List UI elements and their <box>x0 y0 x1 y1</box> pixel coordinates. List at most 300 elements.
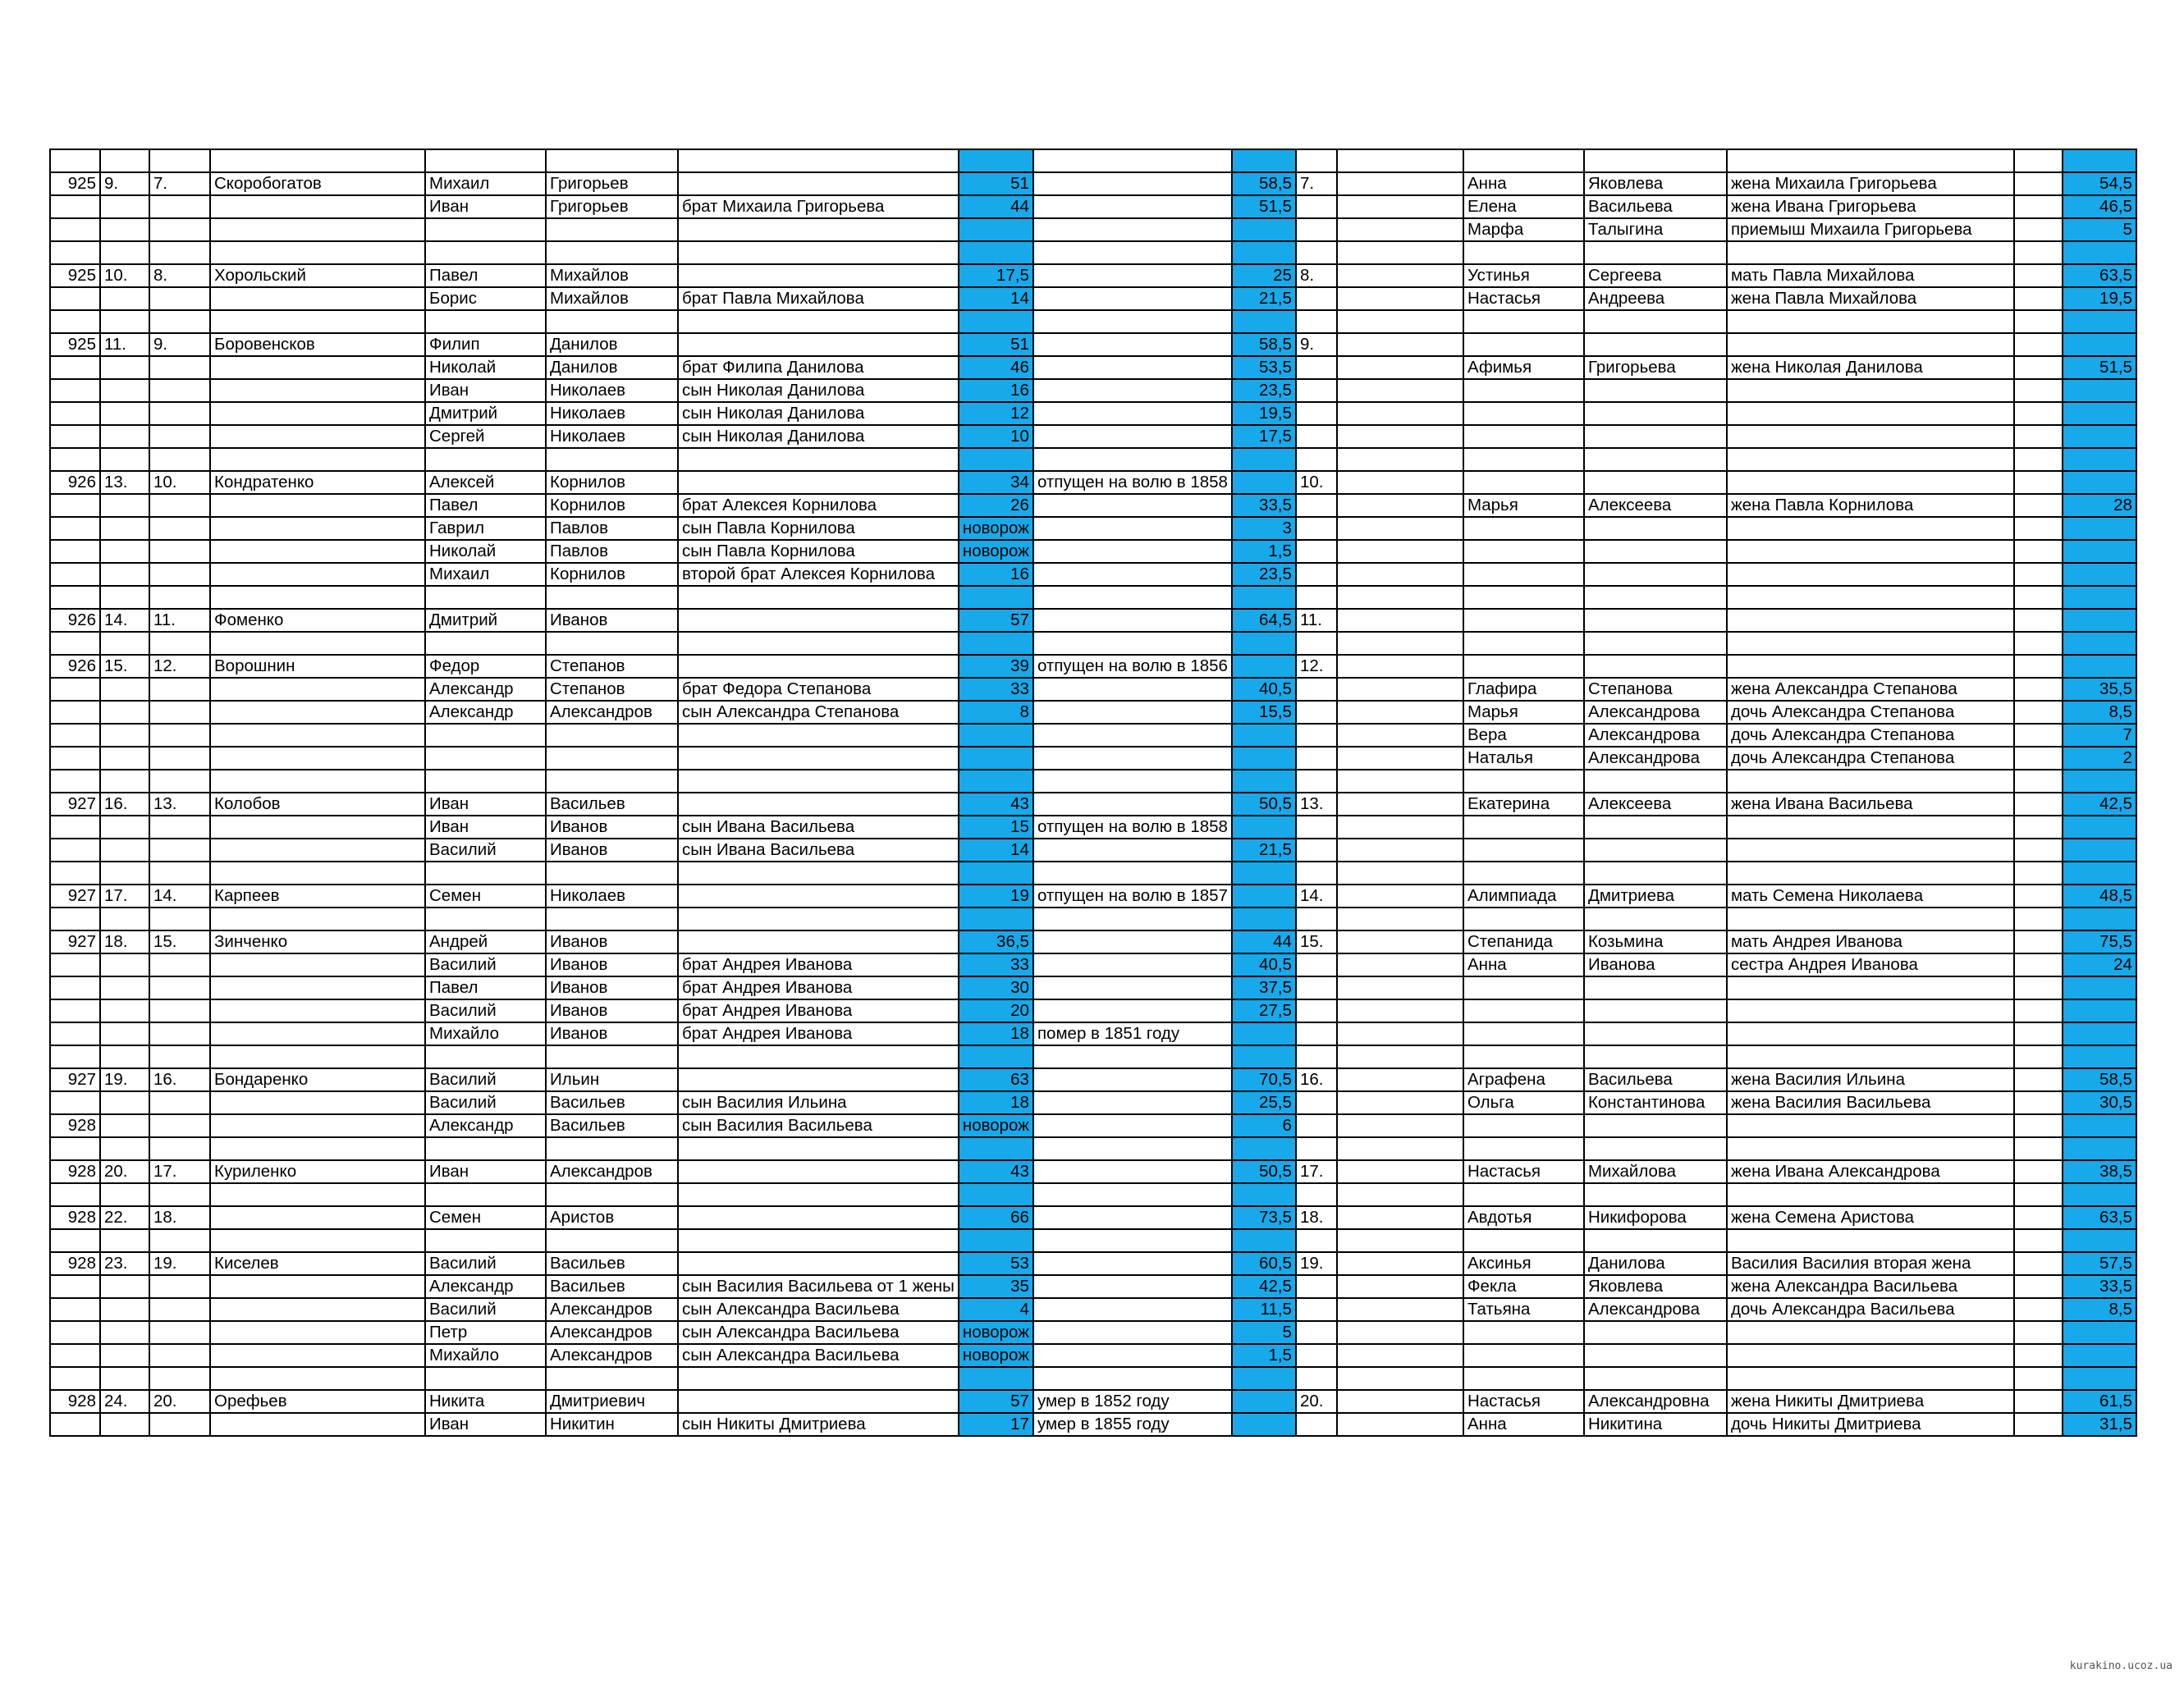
cell-revision-page <box>50 1413 100 1436</box>
cell-age-1858: 50,5 <box>1232 1160 1296 1183</box>
cell-surname <box>210 586 425 609</box>
cell-female-no <box>1296 678 1337 701</box>
cell-age-1850: 34 <box>959 471 1033 494</box>
table-row <box>50 172 2136 195</box>
cell-female-patronymic: Александрова <box>1584 724 1727 747</box>
cell-female-age: 75,5 <box>2063 930 2136 953</box>
cell-female-relation: дочь Александра Степанова <box>1727 747 2014 770</box>
table-row <box>50 402 2136 425</box>
table-row <box>50 839 2136 862</box>
cell-note <box>1033 953 1232 976</box>
cell-female-first-name <box>1463 816 1584 839</box>
cell-female-no <box>1296 632 1337 655</box>
cell-female-no: 17. <box>1296 1160 1337 1183</box>
table-row <box>50 1321 2136 1344</box>
cell-female-age <box>2063 1137 2136 1160</box>
cell-female-no <box>1296 1367 1337 1390</box>
cell-age-1850: 8 <box>959 701 1033 724</box>
spacer-row <box>50 862 2136 885</box>
cell-female-relation <box>1727 379 2014 402</box>
cell-wife-no: 7. <box>149 172 210 195</box>
table-row <box>50 793 2136 816</box>
cell-female-no <box>1296 1413 1337 1436</box>
cell-revision-page: 925 <box>50 333 100 356</box>
cell-female-first-name: Марфа <box>1463 218 1584 241</box>
cell-female-no <box>1296 517 1337 540</box>
cell-wife-no <box>149 494 210 517</box>
cell-relation: сын Николая Данилова <box>678 402 959 425</box>
cell-female-patronymic <box>1584 1045 1727 1068</box>
cell-surname <box>210 540 425 563</box>
cell-first-name: Василий <box>425 999 546 1022</box>
cell-female-no <box>1296 356 1337 379</box>
cell-female-first-name <box>1463 149 1584 172</box>
cell-household-no <box>100 287 149 310</box>
cell-female-first-name <box>1463 999 1584 1022</box>
cell-female-no <box>1296 1321 1337 1344</box>
cell-age-1858 <box>1232 310 1296 333</box>
cell-spacer2 <box>2014 1137 2063 1160</box>
cell-female-patronymic: Алексеева <box>1584 494 1727 517</box>
cell-age-1850: 33 <box>959 953 1033 976</box>
cell-note <box>1033 770 1232 793</box>
cell-household-no <box>100 310 149 333</box>
cell-female-relation: жена Ивана Григорьева <box>1727 195 2014 218</box>
cell-age-1858 <box>1232 632 1296 655</box>
cell-relation: брат Андрея Иванова <box>678 1022 959 1045</box>
cell-household-no <box>100 425 149 448</box>
cell-age-1850: новорож <box>959 517 1033 540</box>
cell-spacer2 <box>2014 1321 2063 1344</box>
cell-spacer <box>1337 1275 1463 1298</box>
cell-relation <box>678 793 959 816</box>
cell-female-age <box>2063 149 2136 172</box>
cell-spacer <box>1337 839 1463 862</box>
cell-revision-page <box>50 1367 100 1390</box>
cell-household-no <box>100 1229 149 1252</box>
cell-female-age: 8,5 <box>2063 1298 2136 1321</box>
cell-spacer2 <box>2014 655 2063 678</box>
cell-spacer <box>1337 908 1463 930</box>
cell-spacer <box>1337 563 1463 586</box>
cell-revision-page <box>50 701 100 724</box>
cell-female-first-name: Вера <box>1463 724 1584 747</box>
cell-revision-page: 926 <box>50 471 100 494</box>
cell-spacer <box>1337 1344 1463 1367</box>
cell-first-name: Андрей <box>425 930 546 953</box>
cell-age-1858: 25,5 <box>1232 1091 1296 1114</box>
table-row <box>50 655 2136 678</box>
cell-relation: сын Ивана Васильева <box>678 839 959 862</box>
cell-age-1858 <box>1232 1413 1296 1436</box>
cell-age-1850: 18 <box>959 1091 1033 1114</box>
cell-female-patronymic: Данилова <box>1584 1252 1727 1275</box>
cell-revision-page <box>50 1091 100 1114</box>
cell-note: отпущен на волю в 1856 <box>1033 655 1232 678</box>
cell-female-patronymic <box>1584 908 1727 930</box>
cell-spacer <box>1337 930 1463 953</box>
cell-female-relation: жена Павла Корнилова <box>1727 494 2014 517</box>
cell-age-1850: 39 <box>959 655 1033 678</box>
cell-wife-no <box>149 839 210 862</box>
cell-note: отпущен на волю в 1858 <box>1033 816 1232 839</box>
cell-female-first-name: Афимья <box>1463 356 1584 379</box>
table-row <box>50 333 2136 356</box>
cell-revision-page <box>50 540 100 563</box>
cell-female-no <box>1296 379 1337 402</box>
cell-wife-no <box>149 425 210 448</box>
cell-age-1850 <box>959 241 1033 264</box>
cell-revision-page: 928 <box>50 1206 100 1229</box>
cell-female-age: 38,5 <box>2063 1160 2136 1183</box>
cell-patronymic: Иванов <box>546 816 678 839</box>
cell-patronymic: Иванов <box>546 839 678 862</box>
cell-age-1850 <box>959 218 1033 241</box>
cell-spacer <box>1337 999 1463 1022</box>
cell-first-name <box>425 908 546 930</box>
cell-patronymic: Павлов <box>546 517 678 540</box>
cell-spacer2 <box>2014 999 2063 1022</box>
cell-age-1858 <box>1232 1367 1296 1390</box>
cell-household-no <box>100 218 149 241</box>
cell-female-age: 51,5 <box>2063 356 2136 379</box>
cell-household-no <box>100 1344 149 1367</box>
cell-female-age <box>2063 586 2136 609</box>
cell-female-age: 19,5 <box>2063 287 2136 310</box>
table-row <box>50 195 2136 218</box>
cell-household-no <box>100 1275 149 1298</box>
cell-relation <box>678 218 959 241</box>
cell-spacer2 <box>2014 724 2063 747</box>
cell-female-relation <box>1727 471 2014 494</box>
cell-female-age: 24 <box>2063 953 2136 976</box>
cell-spacer2 <box>2014 586 2063 609</box>
cell-female-relation <box>1727 540 2014 563</box>
cell-female-age <box>2063 609 2136 632</box>
cell-female-relation <box>1727 1137 2014 1160</box>
cell-spacer <box>1337 1206 1463 1229</box>
cell-female-relation: дочь Александра Степанова <box>1727 724 2014 747</box>
spacer-row <box>50 586 2136 609</box>
cell-relation: брат Алексея Корнилова <box>678 494 959 517</box>
cell-female-first-name: Татьяна <box>1463 1298 1584 1321</box>
cell-age-1850: 53 <box>959 1252 1033 1275</box>
cell-female-relation: жена Николая Данилова <box>1727 356 2014 379</box>
cell-spacer <box>1337 517 1463 540</box>
cell-relation: брат Федора Степанова <box>678 678 959 701</box>
cell-relation <box>678 448 959 471</box>
cell-age-1858: 23,5 <box>1232 379 1296 402</box>
cell-female-age: 7 <box>2063 724 2136 747</box>
cell-relation: сын Александра Васильева <box>678 1344 959 1367</box>
cell-first-name <box>425 310 546 333</box>
cell-note <box>1033 1137 1232 1160</box>
cell-female-first-name <box>1463 1367 1584 1390</box>
cell-household-no <box>100 195 149 218</box>
cell-patronymic: Михайлов <box>546 287 678 310</box>
cell-female-first-name <box>1463 1321 1584 1344</box>
cell-relation <box>678 172 959 195</box>
spacer-row <box>50 448 2136 471</box>
cell-relation: сын Александра Васильева <box>678 1321 959 1344</box>
cell-note: помер в 1851 году <box>1033 1022 1232 1045</box>
cell-patronymic: Ильин <box>546 1068 678 1091</box>
cell-patronymic: Васильев <box>546 1091 678 1114</box>
cell-patronymic <box>546 310 678 333</box>
cell-relation <box>678 1045 959 1068</box>
cell-female-age: 28 <box>2063 494 2136 517</box>
cell-female-age: 63,5 <box>2063 264 2136 287</box>
cell-spacer <box>1337 586 1463 609</box>
cell-female-first-name: Авдотья <box>1463 1206 1584 1229</box>
table-row <box>50 287 2136 310</box>
cell-spacer2 <box>2014 333 2063 356</box>
cell-female-relation <box>1727 563 2014 586</box>
cell-age-1858: 40,5 <box>1232 953 1296 976</box>
cell-female-relation: жена Василия Ильина <box>1727 1068 2014 1091</box>
cell-household-no: 18. <box>100 930 149 953</box>
cell-wife-no: 16. <box>149 1068 210 1091</box>
cell-female-relation: дочь Александра Степанова <box>1727 701 2014 724</box>
cell-female-age: 35,5 <box>2063 678 2136 701</box>
cell-age-1850: 51 <box>959 172 1033 195</box>
cell-female-no <box>1296 287 1337 310</box>
cell-note <box>1033 218 1232 241</box>
cell-female-patronymic <box>1584 632 1727 655</box>
cell-female-age <box>2063 1183 2136 1206</box>
cell-female-age <box>2063 1114 2136 1137</box>
cell-female-no <box>1296 724 1337 747</box>
cell-female-no <box>1296 862 1337 885</box>
cell-female-patronymic <box>1584 816 1727 839</box>
cell-wife-no <box>149 287 210 310</box>
cell-female-age <box>2063 563 2136 586</box>
cell-patronymic <box>546 149 678 172</box>
cell-household-no <box>100 999 149 1022</box>
cell-note <box>1033 1275 1232 1298</box>
cell-surname: Орефьев <box>210 1390 425 1413</box>
cell-female-patronymic: Никитина <box>1584 1413 1727 1436</box>
cell-age-1858: 27,5 <box>1232 999 1296 1022</box>
cell-revision-page: 928 <box>50 1114 100 1137</box>
cell-surname <box>210 678 425 701</box>
cell-female-no <box>1296 494 1337 517</box>
cell-note <box>1033 333 1232 356</box>
cell-female-relation <box>1727 1183 2014 1206</box>
cell-note <box>1033 356 1232 379</box>
cell-patronymic <box>546 1183 678 1206</box>
cell-surname <box>210 747 425 770</box>
cell-age-1858: 58,5 <box>1232 333 1296 356</box>
cell-female-age <box>2063 448 2136 471</box>
cell-surname <box>210 724 425 747</box>
table-row <box>50 1022 2136 1045</box>
cell-note <box>1033 747 1232 770</box>
cell-surname <box>210 839 425 862</box>
cell-spacer <box>1337 264 1463 287</box>
cell-spacer2 <box>2014 241 2063 264</box>
cell-wife-no <box>149 517 210 540</box>
cell-spacer2 <box>2014 448 2063 471</box>
cell-female-relation: жена Михаила Григорьева <box>1727 172 2014 195</box>
cell-female-patronymic: Григорьева <box>1584 356 1727 379</box>
cell-female-relation <box>1727 586 2014 609</box>
cell-surname <box>210 999 425 1022</box>
cell-spacer <box>1337 885 1463 908</box>
cell-first-name <box>425 724 546 747</box>
cell-female-age: 5 <box>2063 218 2136 241</box>
cell-spacer <box>1337 1068 1463 1091</box>
cell-relation: брат Филипа Данилова <box>678 356 959 379</box>
cell-spacer <box>1337 976 1463 999</box>
cell-female-relation <box>1727 149 2014 172</box>
cell-wife-no <box>149 1183 210 1206</box>
cell-age-1858: 70,5 <box>1232 1068 1296 1091</box>
cell-household-no <box>100 402 149 425</box>
cell-relation: второй брат Алексея Корнилова <box>678 563 959 586</box>
cell-revision-page <box>50 517 100 540</box>
cell-age-1858: 25 <box>1232 264 1296 287</box>
cell-relation: сын Ивана Васильева <box>678 816 959 839</box>
cell-revision-page: 928 <box>50 1252 100 1275</box>
cell-patronymic: Иванов <box>546 976 678 999</box>
cell-patronymic <box>546 1045 678 1068</box>
cell-female-patronymic <box>1584 402 1727 425</box>
cell-revision-page <box>50 908 100 930</box>
cell-household-no <box>100 862 149 885</box>
cell-wife-no: 13. <box>149 793 210 816</box>
table-row <box>50 1252 2136 1275</box>
cell-wife-no <box>149 563 210 586</box>
cell-female-no <box>1296 563 1337 586</box>
cell-surname <box>210 1367 425 1390</box>
cell-note <box>1033 287 1232 310</box>
cell-age-1858: 1,5 <box>1232 540 1296 563</box>
cell-household-no <box>100 632 149 655</box>
cell-female-no <box>1296 1114 1337 1137</box>
cell-female-patronymic: Андреева <box>1584 287 1727 310</box>
cell-spacer <box>1337 218 1463 241</box>
cell-female-relation <box>1727 609 2014 632</box>
cell-wife-no <box>149 770 210 793</box>
cell-female-patronymic <box>1584 149 1727 172</box>
cell-female-patronymic <box>1584 999 1727 1022</box>
cell-female-no <box>1296 1183 1337 1206</box>
cell-spacer <box>1337 1413 1463 1436</box>
cell-female-no <box>1296 839 1337 862</box>
cell-spacer2 <box>2014 1068 2063 1091</box>
cell-age-1850: новорож <box>959 1114 1033 1137</box>
cell-female-patronymic: Иванова <box>1584 953 1727 976</box>
cell-surname <box>210 1413 425 1436</box>
cell-age-1858: 21,5 <box>1232 839 1296 862</box>
cell-wife-no <box>149 540 210 563</box>
cell-female-age <box>2063 908 2136 930</box>
cell-first-name: Василий <box>425 839 546 862</box>
cell-spacer2 <box>2014 632 2063 655</box>
cell-surname: Киселев <box>210 1252 425 1275</box>
cell-female-no: 10. <box>1296 471 1337 494</box>
cell-female-first-name: Елена <box>1463 195 1584 218</box>
cell-female-patronymic <box>1584 517 1727 540</box>
cell-female-relation <box>1727 241 2014 264</box>
cell-note <box>1033 264 1232 287</box>
cell-age-1858: 33,5 <box>1232 494 1296 517</box>
cell-patronymic: Николаев <box>546 379 678 402</box>
cell-spacer <box>1337 172 1463 195</box>
cell-age-1850 <box>959 747 1033 770</box>
cell-spacer <box>1337 356 1463 379</box>
cell-female-first-name: Анна <box>1463 1413 1584 1436</box>
cell-household-no <box>100 494 149 517</box>
cell-female-relation <box>1727 517 2014 540</box>
cell-female-age: 61,5 <box>2063 1390 2136 1413</box>
cell-female-first-name: Степанида <box>1463 930 1584 953</box>
cell-note <box>1033 402 1232 425</box>
cell-revision-page <box>50 724 100 747</box>
cell-note: отпущен на волю в 1857 <box>1033 885 1232 908</box>
cell-revision-page <box>50 953 100 976</box>
cell-first-name <box>425 632 546 655</box>
cell-first-name: Иван <box>425 379 546 402</box>
cell-wife-no: 12. <box>149 655 210 678</box>
cell-note <box>1033 678 1232 701</box>
cell-spacer2 <box>2014 1022 2063 1045</box>
table-row <box>50 1160 2136 1183</box>
cell-first-name: Александр <box>425 1275 546 1298</box>
cell-female-age <box>2063 1367 2136 1390</box>
cell-spacer2 <box>2014 747 2063 770</box>
cell-age-1850 <box>959 1229 1033 1252</box>
cell-female-first-name <box>1463 1183 1584 1206</box>
cell-female-first-name: Марья <box>1463 701 1584 724</box>
cell-female-no <box>1296 976 1337 999</box>
spacer-row <box>50 632 2136 655</box>
cell-patronymic <box>546 770 678 793</box>
cell-spacer <box>1337 1321 1463 1344</box>
cell-age-1858: 37,5 <box>1232 976 1296 999</box>
table-row <box>50 563 2136 586</box>
cell-relation <box>678 770 959 793</box>
cell-female-first-name <box>1463 517 1584 540</box>
spacer-row <box>50 1183 2136 1206</box>
cell-surname <box>210 149 425 172</box>
cell-female-relation: жена Ивана Васильева <box>1727 793 2014 816</box>
cell-spacer2 <box>2014 793 2063 816</box>
cell-age-1850: 19 <box>959 885 1033 908</box>
cell-female-patronymic <box>1584 586 1727 609</box>
cell-female-no: 7. <box>1296 172 1337 195</box>
cell-female-relation <box>1727 999 2014 1022</box>
cell-female-first-name: Марья <box>1463 494 1584 517</box>
cell-note <box>1033 172 1232 195</box>
cell-revision-page <box>50 747 100 770</box>
cell-age-1858 <box>1232 218 1296 241</box>
cell-revision-page <box>50 632 100 655</box>
cell-wife-no: 15. <box>149 930 210 953</box>
cell-surname <box>210 1183 425 1206</box>
cell-household-no <box>100 1114 149 1137</box>
cell-first-name <box>425 586 546 609</box>
cell-female-age <box>2063 379 2136 402</box>
cell-first-name: Василий <box>425 1091 546 1114</box>
cell-first-name: Петр <box>425 1321 546 1344</box>
cell-female-patronymic <box>1584 310 1727 333</box>
cell-first-name: Иван <box>425 1413 546 1436</box>
cell-patronymic <box>546 586 678 609</box>
cell-spacer2 <box>2014 1252 2063 1275</box>
cell-surname <box>210 1091 425 1114</box>
